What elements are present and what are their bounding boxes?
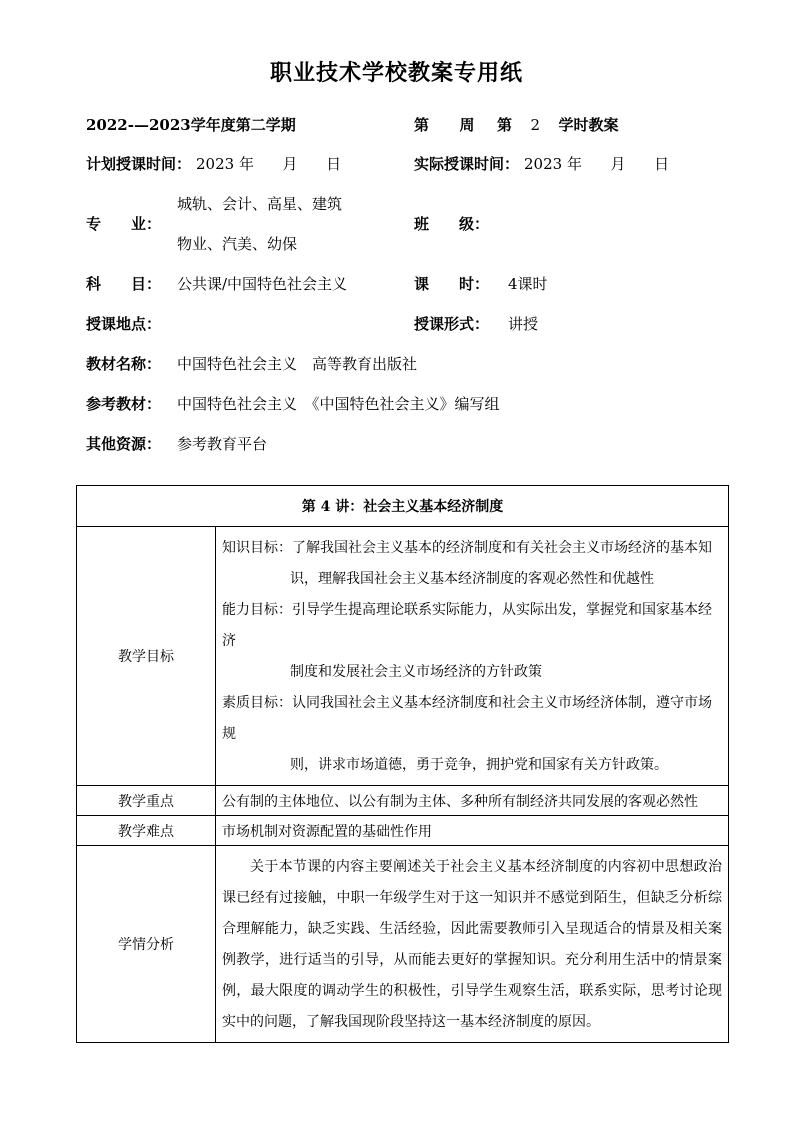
class-label: 班 级：	[414, 215, 490, 233]
reference-label: 参考教材：	[86, 395, 162, 413]
goal-quality-line1: 素质目标：认同我国社会主义基本经济制度和社会主义市场经济体制，遵守市场规	[222, 695, 712, 742]
form-label: 授课形式：	[414, 315, 490, 333]
resources-label: 其他资源：	[86, 435, 162, 453]
hours-value: 4课时	[508, 275, 548, 293]
resources-value: 参考教育平台	[177, 435, 268, 453]
goal-knowledge-line1: 知识目标：了解我国社会主义基本的经济制度和有关社会主义市场经济的基本知	[222, 540, 712, 556]
difficulty-value: 市场机制对资源配置的基础性作用	[216, 816, 729, 846]
major-line-1: 城轨、会计、高星、建筑	[177, 195, 343, 213]
actual-time-label: 实际授课时间：	[414, 155, 520, 173]
form-value: 讲授	[508, 315, 539, 333]
location-label: 授课地点：	[86, 315, 162, 333]
lesson-plan-table	[76, 485, 729, 1043]
reference-value: 中国特色社会主义 《中国特色社会主义》编写组	[177, 395, 500, 413]
key-label: 教学重点	[77, 786, 216, 816]
textbook-value: 中国特色社会主义 高等教育出版社	[177, 355, 418, 373]
week-mid: 周	[459, 116, 475, 134]
difficulty-label: 教学难点	[77, 816, 216, 846]
plan-time-value: 2023 年 月 日	[196, 155, 342, 173]
actual-time-value: 2023 年 月 日	[524, 155, 670, 173]
key-value: 公有制的主体地位、以公有制为主体、多种所有制经济共同发展的客观必然性	[216, 786, 729, 816]
goal-ability-line2: 制度和发展社会主义市场经济的方针政策	[290, 664, 542, 680]
week-prefix: 第	[414, 116, 430, 134]
analysis-label: 学情分析	[77, 846, 216, 1043]
textbook-label: 教材名称：	[86, 355, 162, 373]
hour-number: 2	[530, 116, 540, 134]
term-label: 2022-—2023学年度第二学期	[86, 116, 296, 134]
plan-time-label: 计划授课时间：	[86, 155, 192, 173]
major-label: 专 业：	[86, 215, 162, 233]
goal-knowledge-line2: 识，理解我国社会主义基本经济制度的客观必然性和优越性	[290, 571, 654, 587]
major-line-2: 物业、汽美、幼保	[177, 235, 298, 253]
page-title: 职业技术学校教案专用纸	[269, 60, 523, 86]
goal-quality-line2: 则，讲求市场道德，勇于竞争，拥护党和国家有关方针政策。	[290, 757, 668, 773]
subject-value: 公共课/中国特色社会主义	[177, 275, 348, 293]
goal-ability-line1: 能力目标：引导学生提高理论联系实际能力，从实际出发，掌握党和国家基本经济	[222, 602, 712, 649]
week-hour-line	[414, 115, 618, 135]
goals-cell	[216, 527, 729, 786]
week-no-prefix: 第	[496, 116, 512, 134]
analysis-value: 关于本节课的内容主要阐述关于社会主义基本经济制度的内容初中思想政治课已经有过接触，中职一年级学生对于这一知识并不感觉到陌生，但缺乏分析综合理解能力，缺乏实践、生活经验，因此需要教师引入呈现适合的情景及相关案例教学，进行适当的引导，从而能去更好的掌握知识。充分利用生活中的情景案例，最大限度的调动学生的积极性，引导学生观察生活，联系实际，思考讨论现实中的问题，了解我国现阶段坚持这一基本经济制度的原因。	[216, 846, 729, 1043]
hours-label: 课 时：	[414, 275, 490, 293]
hour-suffix: 学时教案	[558, 116, 619, 134]
subject-label: 科 目：	[86, 275, 162, 293]
goals-label: 教学目标	[77, 527, 216, 786]
lecture-heading: 第 4 讲：社会主义基本经济制度	[77, 486, 729, 527]
